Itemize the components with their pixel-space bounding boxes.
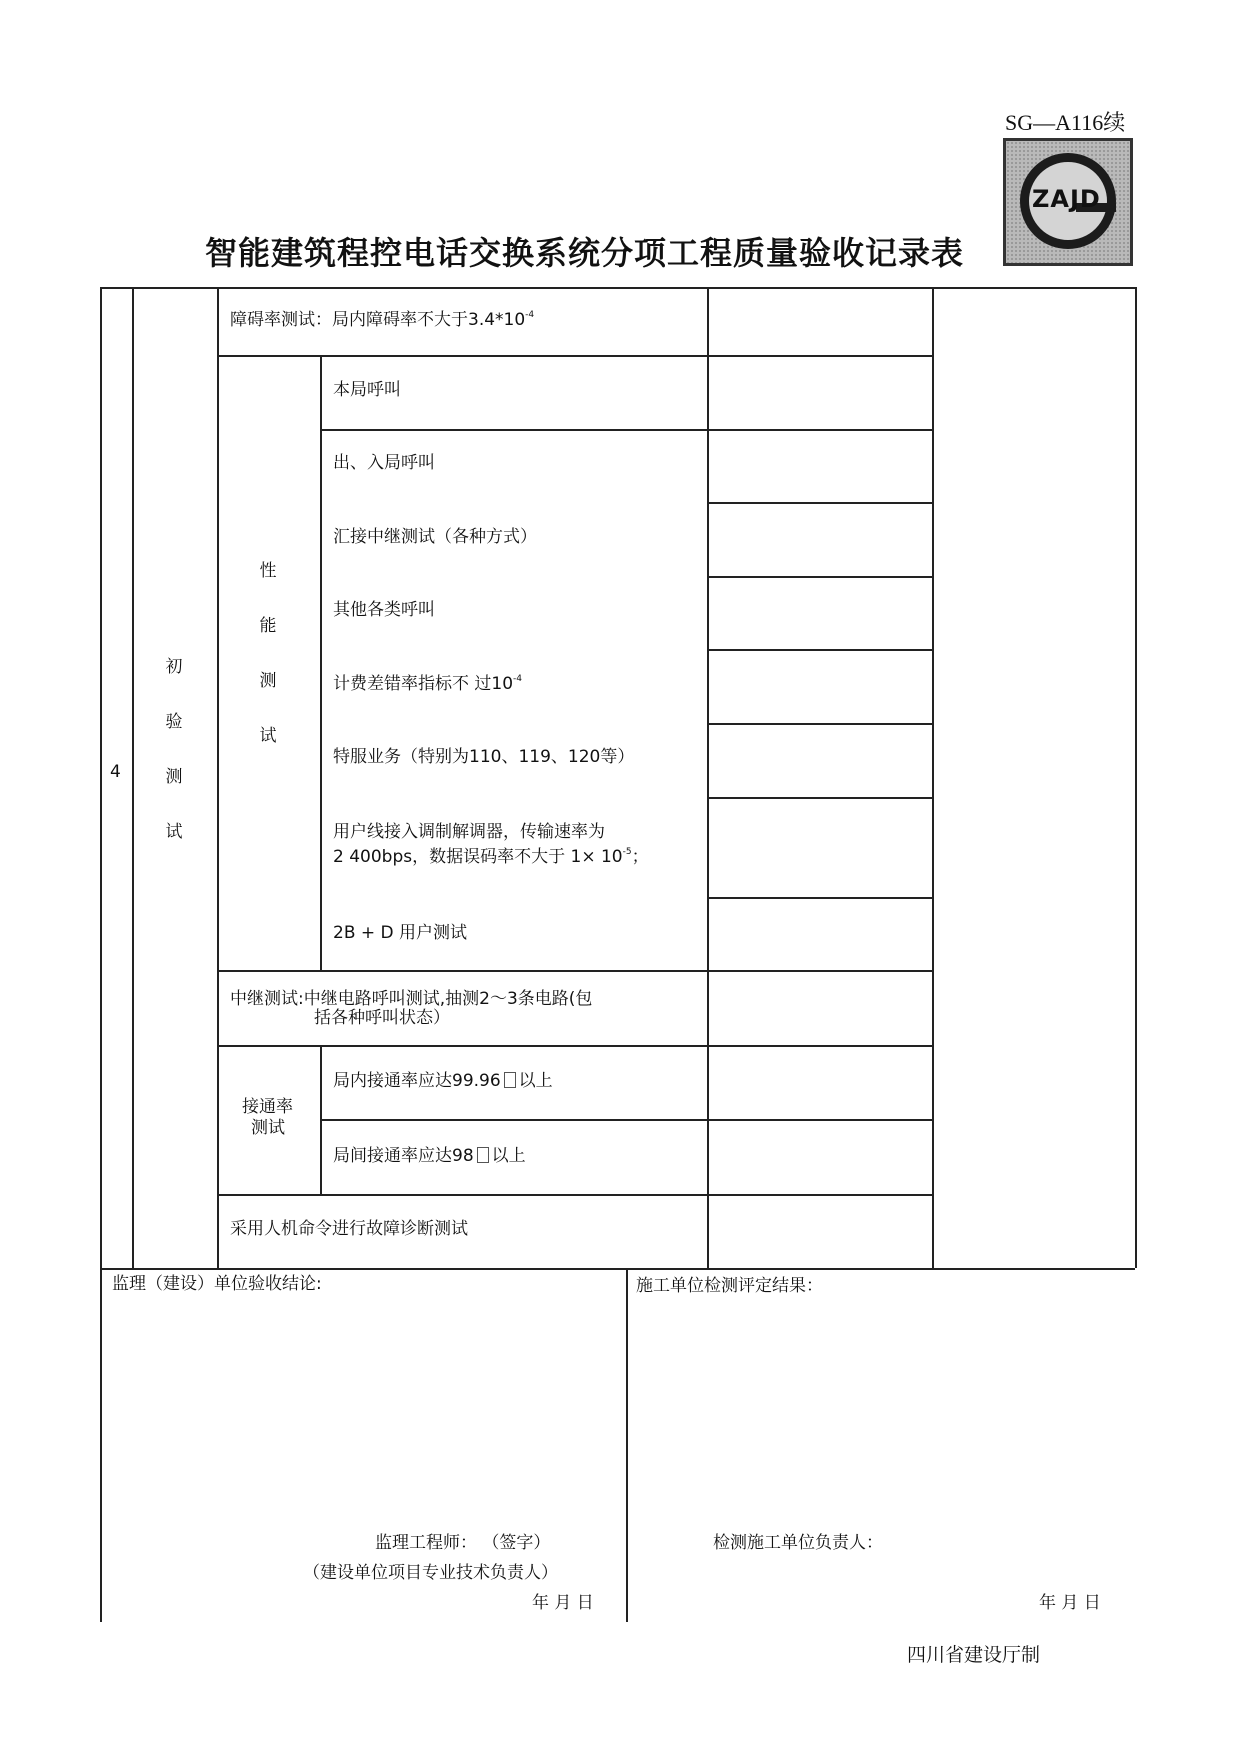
section-char-4: 试: [165, 822, 183, 842]
connect-inter-item: [333, 1146, 526, 1166]
perf-char-3: 测: [259, 671, 277, 691]
section-char-2: 验: [165, 712, 183, 732]
date-left: 年 月 日: [532, 1593, 594, 1613]
local-call-item: 本局呼叫: [333, 380, 401, 400]
percent-glyph-icon: [504, 1072, 516, 1088]
relay-line-1: 中继测试:中继电路呼叫测试,抽测2～3条电路(包: [230, 989, 593, 1009]
engineer-signature-label: 监理工程师： （签字）: [375, 1533, 551, 1553]
connect-local-item: [333, 1071, 553, 1091]
engineer-note: （建设单位项目专业技术负责人）: [303, 1563, 558, 1583]
section-char-1: 初: [165, 657, 183, 677]
isdn-item: 2B + D 用户测试: [333, 923, 468, 943]
fault-diag-item: 采用人机命令进行故障诊断测试: [230, 1219, 468, 1239]
modem-line-2-end: ；: [631, 847, 649, 867]
logo-text: ZAJD: [1032, 185, 1101, 213]
contractor-title: 施工单位检测评定结果：: [636, 1276, 823, 1296]
billing-error-item: [333, 674, 522, 697]
billing-error-text: 计费差错率指标不 过10: [333, 674, 514, 694]
seq-number: 4: [110, 762, 121, 782]
page-title: 智能建筑程控电话交换系统分项工程质量验收记录表: [205, 234, 965, 272]
billing-error-exp: -4: [513, 674, 523, 684]
connect-group-line-1: 接通率: [242, 1097, 293, 1117]
percent-glyph-icon: [477, 1147, 489, 1163]
perf-char-1: 性: [259, 561, 277, 581]
perf-char-2: 能: [259, 616, 277, 636]
section-char-3: 测: [165, 767, 183, 787]
modem-exp: -5: [622, 847, 632, 857]
connect-local-end: 以上: [518, 1071, 553, 1091]
special-service-item: 特服业务（特别为110、119、120等）: [333, 747, 635, 767]
contractor-person-label: 检测施工单位负责人：: [713, 1533, 883, 1553]
connect-inter-text: 局间接通率应达98: [333, 1146, 474, 1166]
in-out-call-item: 出、入局呼叫: [333, 453, 435, 473]
date-right: 年 月 日: [1039, 1593, 1101, 1613]
modem-line-1: 用户线接入调制解调器，传输速率为: [333, 822, 605, 842]
other-calls-item: 其他各类呼叫: [333, 600, 435, 620]
relay-line-2: 括各种呼叫状态）: [314, 1008, 450, 1028]
form-code: SG—A116续: [1005, 110, 1126, 135]
modem-line-2-text: 2 400bps，数据误码率不大于 1× 10: [333, 847, 623, 867]
barrier-rate-item: [230, 310, 534, 333]
connect-local-text: 局内接通率应达99.96: [333, 1071, 501, 1091]
issuer-footer: 四川省建设厅制: [907, 1644, 1041, 1666]
barrier-rate-text: 障碍率测试：局内障碍率不大于3.4*10: [230, 310, 526, 330]
connect-group-line-2: 测试: [251, 1118, 285, 1138]
supervisor-title: 监理（建设）单位验收结论:: [112, 1274, 322, 1294]
perf-char-4: 试: [259, 726, 277, 746]
barrier-rate-exp: -4: [525, 310, 535, 320]
trunk-test-item: 汇接中继测试（各种方式）: [333, 527, 537, 547]
modem-line-2: [333, 847, 649, 870]
zajd-logo: [1003, 138, 1133, 266]
connect-inter-end: 以上: [491, 1146, 526, 1166]
